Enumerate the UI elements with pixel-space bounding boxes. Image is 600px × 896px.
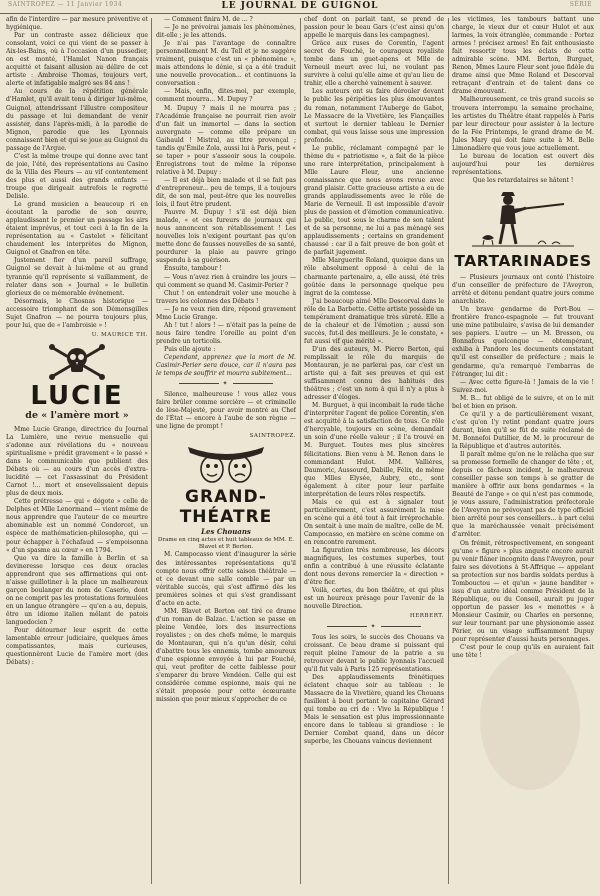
article-paragraph: C'est pour le coup qu'ils en auraient fait une tête !	[452, 644, 594, 660]
article-paragraph: Désormais, le Chosnas historique — accessoire triomphant de son Démonsgilles Sujet Gnafron — ne pourra toujours plus, pour lui, que de « l'ambroisie » !	[6, 297, 148, 329]
article-paragraph: — Vous n'avez rien à craindre les jours — qui comment se quand M. Casimir-Perier ?	[156, 273, 296, 289]
column-rule	[300, 18, 301, 884]
article-paragraph: Que va dire la famille à Berlin et sa devineresse lorsque ces deux oracles apprendront que ses affirmations qui ont-n'aisse guillotiner à la place un malheureux garçon boulanger du nom de Caserio, dont on ne comprit pas les protestations formulées en un langue étrangère — qu'en a au, depuis, être un idiome italien mêlant de patois languedocien ?	[6, 554, 148, 626]
column-2	[156, 16, 296, 886]
lucie-headline: LUCIE	[30, 380, 124, 411]
article-paragraph: M. Campocasso vient d'inaugurer la série des intéressantes représentations qu'il compte nous offrir cette saison théâtrale — et ce devant une salle comble — par un véritable succès, qui s'est affirmé dès les premières scènes et qui s'est grandissant d'acte en acte.	[156, 551, 296, 607]
article-paragraph: La figuration très nombreuse, les décors magnifiques, les costumes superbes, tout enfin a contribué à une réussite éclatante dont nous devons remercier la « direction » d'être fier.	[304, 547, 444, 587]
article-paragraph: Grâce aux ruses de Corentin, l'agent secret de Fouché, le courageux royaliste tombe dans un guet-apens et Mlle de Verneuil meurt avec lui, ne voulant pas survivre à celui qu'elle aime et qu'au lieu de trahir, elle a cherché vainement à sauver.	[304, 40, 444, 88]
column-1	[6, 16, 148, 886]
article-paragraph: Mlle Marguerite Roland, quoique dans un rôle absolument opposé à celui de la charmante partenaire, a, elle aussi, été très goûtée dans le personnage quelque peu ingrat de la comtesse.	[304, 257, 444, 297]
article-paragraph: Cependant, apprenez que la mort de M. Casimir-Perier sera douce, car il n'aura pas le temps de souffrir et mourra subitement...	[156, 353, 296, 378]
section-divider: ✦	[156, 380, 296, 388]
column-3	[304, 16, 444, 886]
article-paragraph: Je n'ai pas l'avantage de connaître personnellement M. du Tell et je ne suggère vraiment, puisque c'est un « phénomène », mais attendons le dénie, si ça a été traduit une nouvelle provocation... et continuons la conversation :	[156, 40, 296, 88]
article-paragraph: Ensuite, tambour !	[164, 265, 222, 273]
article-paragraph: Pauvre M. Dupuy ! s'il est déjà bien malade, « et ces fureurs de journaux qui nous annoncent son rétablissement ! Les nouvelles lois n'exigent pourtant pas qu'on mette donc de fausses nouvelles de sa santé, pourdurer la plaie au pauvre gringo suspendu à sa guérison.	[156, 209, 296, 265]
article-paragraph: — Avec cette figure-là ! Jamais de la vie ! Suivez-moi.	[452, 378, 594, 394]
grand-theatre-play-title: Les Chouans	[201, 527, 251, 537]
article-paragraph: Justement fier d'un pareil suffrage, Guignol se devait à lui-même et au grand tyrannie qu'il représente si vaillamment, de relater dans son « Journal » le bulletin glorieux de ce mémorable événement.	[6, 257, 148, 297]
article-paragraph: Des applaudissements frénétiques éclatent chaque soir au tableau : le Massacre de la Vivetière, quand les Chouans fusillent à bout portant le capitaine Gérard qui tombe au cri de : Vive la République ! Mais le sensation est plus impressionnante encore dans le tableau si grandiose : le Dernier Combat quand, dans un décor superbe, les Chouans vaincus deviennent	[304, 673, 444, 746]
grand-theatre-headline: GRAND-THÉATRE	[179, 487, 273, 528]
article-paragraph: — Mais, enfin, dites-moi, par exemple, comment mourra... M. Dupuy ?	[156, 88, 296, 104]
tartarinades-headline: TARTARINADES	[454, 251, 592, 270]
theatre-masks-illustration	[178, 443, 274, 485]
skull-crossbones-illustration	[47, 342, 107, 380]
article-paragraph: Chut ! on entendrait voler une mouche à travers les colonnes des Débats !	[156, 289, 296, 305]
article-paragraph: Cette prétresse — qui « dégote » celle de Delphes et Mlle Lenormand — vient même de nous apprendre que l'auteur de ce meurtre abominable est un nommé Condorcet, un espèce de mathématicien-philosophe, qui — pour échapper à l'échafaud — s'empoisonna « d'un spasme au cœur » en 1794.	[6, 498, 148, 554]
section-divider: ✦	[304, 623, 444, 631]
article-paragraph: On frémit, rétrospectivement, en songeant qu'une « figure » plus anguste encore aurait pu venir flâner incognito dans l'Aveyron, pour faire ses dévotions à St-Affrique — appelant sa protection sur nos bardis soldats perdus à Tombouctou — et qu'un « jaune banditer » issu d'un autre idéal comme Président de la République, ou du Conseil, aurait pu juger opportun de passer les « menottes » à Monsieur Casimir, ou Charles en personne, sur leur tournant par une physionomie assez Périer, ou un visage suffisamment Dupuy pour représenter d'aussi hauts personnages.	[452, 539, 594, 644]
article-paragraph: Au cours de la répétition générale d'Hamlet, qu'il avait tenu à diriger lui-même, Guignol, attendrissant l'illustre compositeur du passage et lui demandant de venir assister, dans l'après-midi, à la parodie de Mignon, parodie que les Lyonnais connaissent bien et qui se joue au Guignol du passage de l'Argue.	[6, 88, 148, 152]
article-paragraph: Que les retardataires se hâtent !	[472, 176, 574, 184]
article-signature: HERBERT.	[409, 613, 444, 620]
column-4	[452, 16, 594, 886]
article-paragraph: Tous les soirs, le succès des Chouans va croissant. Ce beau drame si puissant qui requit pleine l'amour de la patrie a su retrouver devant le public lyonnais l'accueil qu'il fut valu à Paris 125 représentations.	[304, 633, 444, 673]
article-paragraph: Un brave gendarme de Port-Bou — frontière franco-espagnole — fut trouvant une mine patibulaire, s'avisa de lui demander ses papiers. L'autre — un M. Bresson, ou Bonnafous quelconque — obtempérant, exhiba à Pandore les documents constatant qu'il est conseiller de préfecture ; mais le gendarme, qu'a remarqué l'embarras de l'étranger, lui dit :	[452, 306, 594, 378]
article-paragraph: Puis elle ajoute :	[164, 345, 216, 353]
column-rule	[448, 18, 449, 884]
article-paragraph: Pour détourner leur esprit de cette lamentable erreur judiciaire, quelques âmes compatissantes, mais curieuses, questionnèrent Lucie de l'amère mort (des Débats) :	[6, 627, 148, 667]
column-rule	[151, 18, 152, 884]
article-paragraph: Ah ! tut ! alors ! — n'était pas la peine de nous faire tendre l'oreille au point d'en prendre un torticolis.	[156, 321, 296, 345]
article-paragraph: Le public, réclamant compagné par le thème du « patriotisme », a fait de la pièce une rare interprétation, principalement à Mlle Laure Fleur, une ancienne connaissance que nous avons revue avec grand plaisir. Cette gracieuse artiste a eu de grands applaudissements avec le rôle de Marie de Verneuil. Il est impossible d'avoir plus de passion et d'émotion communicative. Le public, tout sous le charme de son talent et de sa personne, ne lui a pas ménagé ses applaudissements ; certains en grandement chaussé : car il a fait preuve de bon goût et de parfait jugement.	[304, 144, 444, 257]
article-paragraph: C'est la même troupe qui donne avec tant de joie, l'été, des représentations au Casino de la Villa des Fleurs — au vif contentement des plus et aussi des grands enfants — troupe que dirigeait autrefois le regretté Delisle.	[6, 152, 148, 201]
article-paragraph: Les auteurs ont su faire dérouler devant le public les péripéties les plus émouvantes du roman, notamment l'Auberge de Gabot, Le Massacre de la Vivetière, les Fiançailles et surtout le dernier tableau le Dernier combat, qui vous laisse sous une impression profonde.	[304, 88, 444, 144]
article-paragraph: M. B... fut obligé de le suivre, et on le mit bel et bien en prison.	[452, 394, 594, 410]
header-left-text: SAINTROPEZ — 11 Janvier 1934	[8, 1, 123, 8]
article-paragraph: Mais ce qui est à signaler tout particulièrement, c'est assurément la mise en scène qui a été tout à fait irréprochable. On sentait à une main de maître, celle de M. Campocasso, en matière en scène comme on en rencontre rarement.	[304, 498, 444, 547]
article-paragraph: chef dont on parlait tant, se prend de passion pour le beau Gars (c'est ainsi qu'on appelle le marquis dans les campagnes).	[304, 16, 444, 40]
article-paragraph: — Il est déjà bien malade et il se fait pas d'entrepreneur... peu de temps, il a toujours dit, de son mal, peut-être que les nouvelles lois, il faut être prudent.	[156, 176, 296, 209]
article-paragraph: Le bureau de location est ouvert dès aujourd'hui pour les dernières représentations.	[452, 152, 594, 176]
article-paragraph: J'ai beaucoup aimé Mlle Descorval dans le rôle de La Barbette. Cette artiste possède un tempérament dramatique très sûreté. Elle a de la chaleur et de l'émotion ; aussi son succès, fut-il des meilleurs. Je le constate, « fut aussi vif que mérité ».	[304, 297, 444, 345]
article-paragraph: M. Dupuy ? mais il ne mourra pas ; l'Académie française ne pourrait rien avoir d'un fait un immortel — dans la section auvergnate — comme elle prépare un Gaibauld ! Mistral, au titre provençal ; tandis qu'Émile Zola, aussi lui à Paris, peut « se taper » pour s'asseoir sous la coupole. Enregistrons tout de même la réponse relative à M. Dupuy :	[156, 104, 296, 176]
article-paragraph: Il paraît même qu'on ne le relâcha que sur sa promesse formelle de changer de tête ; et, depuis ce fâcheux incident, le malheureux conseiller passe son temps à se gratter de manière à offrir aux bons gendarmes « la Beauté de l'ange » ce qui n'est pas commode, je vous assure, l'administration préfectorale de l'Aveyron ne prévoyant pas de type officiel bien arrêté pour ses conseillers... à part celui que la maréchaussée venait précisément d'arrêter.	[452, 451, 594, 539]
lucie-subheadline: de « l'amère mort »	[25, 409, 129, 421]
article-paragraph: MM. Blavet et Berton ont tiré ce drame d'un roman de Balzac. L'action se passe en pleine Vendée, lors des insurrections royalistes ; on des chefs même, le marquis de Montauran, qui n'a qu'un désir, celui d'abattre tous les ennemis, tombe amoureux d'une espionne envoyée à lui par Fouché, qui, veut profiter de cette faiblesse pour s'emparer du brave Vendéen. Celle qui est considérée comme espionne, mais qui ne s'était proposée pour cette écœurante mission que pour mieux s'approcher de ce	[156, 607, 296, 704]
article-paragraph: Malheureusement, ce très grand succès se trouvera interrompu la semaine prochaine, les artistes du Théâtre étant rappelés à Paris par leur directeur pour assister à la lecture de la Fée Printemps, le grand drame de M. Jules Mary qui doit faire suite à M. Belle Limonadière que vous joue actuellement.	[452, 96, 594, 152]
article-paragraph: Voilà, certes, du bon théâtre, et qui plus est un heureux présage pour l'avenir de la nouvelle Direction.	[304, 587, 444, 611]
article-paragraph: Par un contraste assez délicieux que consolant, voici ce qui vient de se passer à Aix-les-Bains, où à l'occasion d'un pussedier, on est monté, l'Hamlet Nanon français acquitté et faisant allusion au délire de cet artiste : Ambroise Thomas, toujours vert, alerte et infatigable malgré ses 84 ans !	[6, 32, 148, 88]
article-signature: SAINTROPEZ.	[249, 433, 296, 440]
article-paragraph: les victimes, les tambours battant une charge, le vieux dur et cœur Hulot et aux larmes, la voix étranglée, commande : Portez armes ! précisez armes! En fait enthousiaste fait ressortir tous les éclats de cette admirable scène. MM. Berton, Burguet, Renon, Mmes Laure Fleur sont joue fidèle du drame ainsi que Mme Roland et Descorval retraçant d'entrain et de talent dans ce drame émouvant.	[452, 16, 594, 96]
grand-theatre-play-credits: Drame en cinq actes et huit tableaux de MM. E. Blavet et P. Berton.	[157, 537, 295, 551]
article-paragraph: M. Burguet, à qui incombait la rude tâche d'interpréter l'agent de police Corentin, s'en est acquitté à la satisfaction de tous. Ce rôle d'hercyable, toujours en scène, demandait un soin d'une réelle valeur ; il l'a trouvé en M. Burguet. Toutes mes plus sincères félicitations. Bien venu à M. Renon dans le commandant Hulot. MM. Valliéres, Daumoric, Aussourd, Dabille, Félix, de même que Mlles Elysée, Aubry, etc., sont également à citer pour leur parfaite interprétation de leurs rôles respectifs.	[304, 402, 444, 498]
article-paragraph: Silence, malheureuse ! vous allez vous faire brûler comme sorcière — et criminelle de lèse-Majesté, pour avoir montré au Chef de l'État — encore à l'aube de son règne — une ligne de prompt !	[156, 391, 296, 431]
hunter-with-rifle-illustration	[468, 188, 578, 250]
article-paragraph: afin de l'interdire — par mesure préventive et hygiénique.	[6, 16, 148, 32]
article-paragraph: D'un des auteurs, M. Pierre Berton, qui remplissait le rôle du marquis de Montauran, je ne parlerai pas, car c'est un artiste qui a fait ses preuves et qui est suffisamment connu des habitués des théâtres ; c'est un nom à qui il n'y a plus à adresser d'éloges.	[304, 345, 444, 402]
article-paragraph: — Comment finira M. de ... ?	[164, 16, 253, 23]
article-paragraph: — Je ne prévoirai jamais les phénomènes, dit-elle ; je les attends.	[156, 24, 296, 40]
masthead	[0, 0, 600, 14]
article-paragraph: Le grand musicien a beaucoup ri en écoutant la parodie de son œuvre, applaudissant le premier un passage les airs étaient imprévus, et tout ceci à la fin de la représentation au « Castelet » félicitant chaudement les interprètes de Mignon, Guignol et Gnafron en tête.	[6, 201, 148, 257]
article-signature: U. MAURICE TH.	[91, 331, 148, 338]
article-paragraph: — Je ne veux rien dire, répond gravement Mme Lucie Grange.	[156, 305, 296, 321]
header-right-text: SÉRIE	[569, 1, 592, 8]
article-paragraph: — Plusieurs journaux ont conté l'histoire d'un conseiller de préfecture de l'Aveyron, arrêté et détenu pendant quatre jours comme anarchiste.	[452, 273, 594, 306]
newspaper-title: LE JOURNAL DE GUIGNOL	[221, 1, 379, 11]
article-paragraph: Mme Lucie Grange, directrice du Journal La Lumière, une revue mensuelle qui s'adonne aux révélations du « nouveau spiritualisme » prédit gravement « le passé » dans le communicable que publient des Débats où — au cours d'un accès d'extra-lucidité — cet l'assassinat du Président Carnot !... mort et ensevelissaient depuis plus de deux mois.	[6, 425, 148, 498]
article-paragraph: Ce qu'il y a de particulièrement vexant, c'est qu'on l'y retint pendant quatre jours durant, bien qu'il se fût de suite réclamé de M. Bonnefoi Dutillier, de M. le procureur de la République et d'autres autorités.	[452, 410, 594, 450]
